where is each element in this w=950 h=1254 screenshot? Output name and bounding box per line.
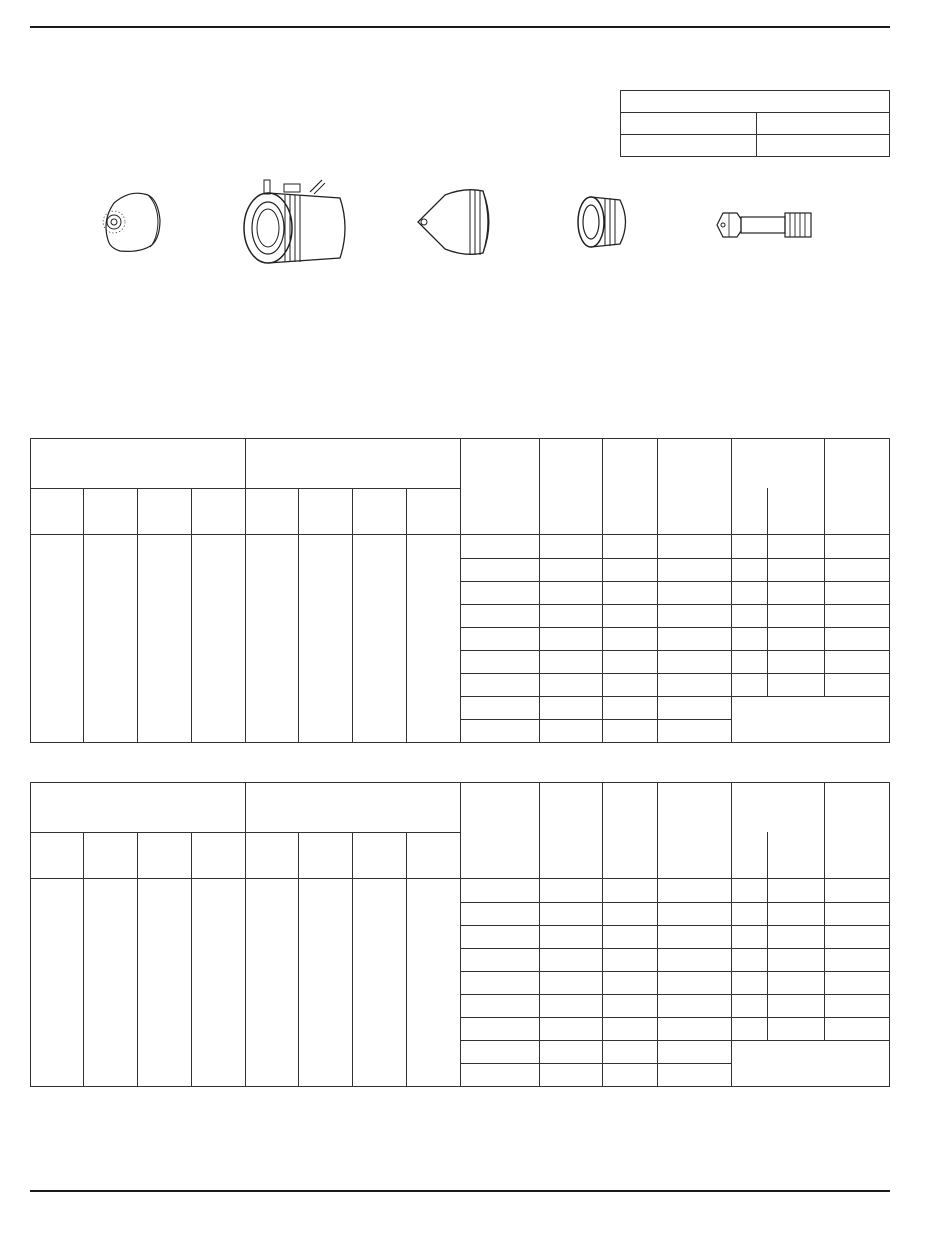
row-divider [460, 581, 890, 582]
footer-rule [30, 1190, 890, 1192]
left-col-divider [352, 832, 353, 1087]
row-divider [460, 627, 890, 628]
row-divider [460, 994, 890, 995]
right-col-divider [539, 782, 540, 1040]
right-col-divider [657, 438, 658, 696]
left-col-divider [191, 488, 192, 743]
group-divider [245, 782, 246, 1087]
row-divider [460, 604, 890, 605]
header-rule [30, 26, 890, 28]
cut-chart-1 [30, 438, 890, 743]
row-divider [460, 902, 890, 903]
right-col-divider [657, 782, 658, 1040]
left-col-divider [406, 832, 407, 1087]
retaining-cap-icon [240, 178, 355, 273]
electrode-icon [715, 205, 815, 245]
row-divider [460, 971, 890, 972]
cut-chart-2 [30, 782, 890, 1087]
right-col-divider [602, 782, 603, 1040]
left-block-divider [460, 438, 461, 743]
left-col-divider [191, 832, 192, 1087]
left-block-divider [460, 782, 461, 1087]
row-divider [460, 650, 890, 651]
sub-col-divider [767, 488, 768, 696]
row-divider [460, 673, 890, 674]
left-col-divider [406, 488, 407, 743]
left-col-divider [352, 488, 353, 743]
legend-table [620, 90, 890, 157]
right-col-divider [731, 438, 732, 696]
nozzle-icon [415, 185, 495, 260]
row-divider [460, 1040, 890, 1041]
right-col-divider [824, 438, 825, 696]
row-divider [460, 719, 731, 720]
row-divider [460, 925, 890, 926]
left-col-divider [83, 832, 84, 1087]
legend-title [621, 91, 890, 113]
right-col-divider [731, 782, 732, 1040]
left-col-divider [298, 488, 299, 743]
left-col-divider [83, 488, 84, 743]
row-divider [460, 1063, 731, 1064]
right-col-divider [539, 438, 540, 696]
sub-col-divider [767, 832, 768, 1040]
row-divider [460, 948, 890, 949]
shield-cap-icon [100, 185, 165, 255]
group-divider [245, 438, 246, 743]
right-col-divider [731, 696, 732, 743]
right-col-divider [602, 438, 603, 696]
left-col-divider [137, 832, 138, 1087]
legend-val-b [757, 135, 890, 157]
swirl-ring-icon [575, 192, 635, 252]
right-col-divider [824, 782, 825, 1040]
right-col-divider [731, 1040, 732, 1087]
left-col-divider [137, 488, 138, 743]
legend-val-a [621, 135, 757, 157]
row-divider [460, 1017, 890, 1018]
row-divider [460, 696, 890, 697]
legend-col-a [621, 113, 757, 135]
consumables-illustration [0, 170, 950, 280]
legend-col-b [757, 113, 890, 135]
left-col-divider [298, 832, 299, 1087]
row-divider [460, 558, 890, 559]
